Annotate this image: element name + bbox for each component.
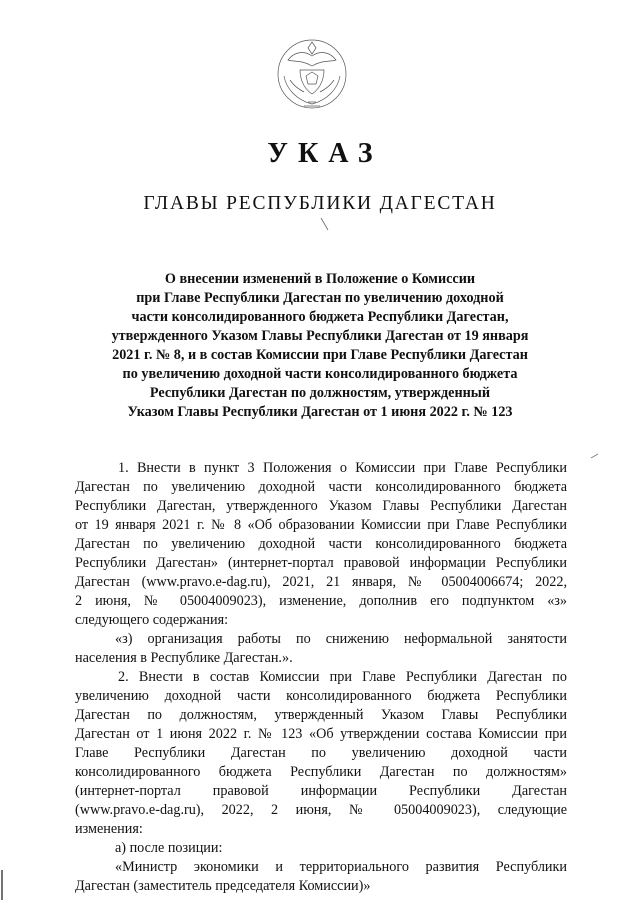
body-line: 2 июня, № 05004009023), изменение, дополнив его подпунктом «з» xyxy=(75,593,567,609)
document-subtitle: ГЛАВЫ РЕСПУБЛИКИ ДАГЕСТАН xyxy=(143,193,497,214)
body-line: увеличению доходной части консолидированного бюджета Республики xyxy=(75,688,567,704)
body-line: следующего содержания: xyxy=(75,612,229,628)
body-line: от 19 января 2021 г. № 8 «Об образовании Комиссии при Главе Республики xyxy=(75,517,567,533)
body-line: Главе Республики Дагестан по увеличению доходной части xyxy=(75,745,567,761)
body-line: (www.pravo.e-dag.ru), 2022, 2 июня, № 05004009023), следующие xyxy=(75,802,567,818)
heading-line: по увеличению доходной части консолидированного бюджета xyxy=(122,366,518,382)
body-line: «Министр экономики и территориального развития Республики xyxy=(115,859,567,875)
heading-line: Республики Дагестан по должностям, утвержденный xyxy=(149,385,491,401)
body-line: (интернет-портал правовой информации Республики Дагестан xyxy=(75,783,567,799)
heading-line: части консолидированного бюджета Республики Дагестан, xyxy=(131,309,509,325)
decree-heading xyxy=(75,270,565,422)
heading-line: Указом Главы Республики Дагестан от 1 июня 2022 г. № 123 xyxy=(127,404,513,420)
body-line: Дагестан (www.pravo.e-dag.ru), 2021, 21 января, № 05004006674; 2022, xyxy=(75,574,567,590)
body-line: Дагестан (заместитель председателя Комиссии)» xyxy=(75,878,371,894)
scan-edge-mark xyxy=(0,870,4,900)
body-line: Республики Дагестан, утвержденного Указом Главы Республики Дагестан xyxy=(75,498,567,514)
body-line: населения в Республике Дагестан.». xyxy=(75,650,293,666)
heading-line: О внесении изменений в Положение о Комиссии xyxy=(164,271,476,287)
pen-mark xyxy=(318,216,332,232)
body-line: «з) организация работы по снижению неформальной занятости xyxy=(115,631,567,647)
body-line: а) после позиции: xyxy=(115,840,223,856)
body-line: изменения: xyxy=(75,821,143,837)
decree-body xyxy=(75,459,567,896)
document-title: УКАЗ xyxy=(267,138,383,169)
stray-mark xyxy=(590,452,600,460)
heading-line: утвержденного Указом Главы Республики Дагестан от 19 января xyxy=(111,328,529,344)
body-line: Дагестан от 1 июня 2022 г. № 123 «Об утверждении состава Комиссии при xyxy=(75,726,567,742)
heading-line: при Главе Республики Дагестан по увеличению доходной xyxy=(136,290,504,306)
heading-line: 2021 г. № 8, и в состав Комиссии при Главе Республики Дагестан xyxy=(112,347,528,363)
body-line: 1. Внести в пункт 3 Положения о Комиссии при Главе Республики xyxy=(118,460,567,476)
coat-of-arms-emblem xyxy=(270,30,354,114)
body-line: Республики Дагестан» (интернет-портал правовой информации Республики xyxy=(75,555,567,571)
body-line: Дагестан по увеличению доходной части консолидированного бюджета xyxy=(75,479,567,495)
body-line: Дагестан по увеличению доходной части консолидированного бюджета xyxy=(75,536,567,552)
body-line: Дагестан по должностям, утвержденный Указом Главы Республики xyxy=(75,707,567,723)
body-line: консолидированного бюджета Республики Дагестан по должностям» xyxy=(75,764,567,780)
body-line: 2. Внести в состав Комиссии при Главе Республики Дагестан по xyxy=(118,669,567,685)
